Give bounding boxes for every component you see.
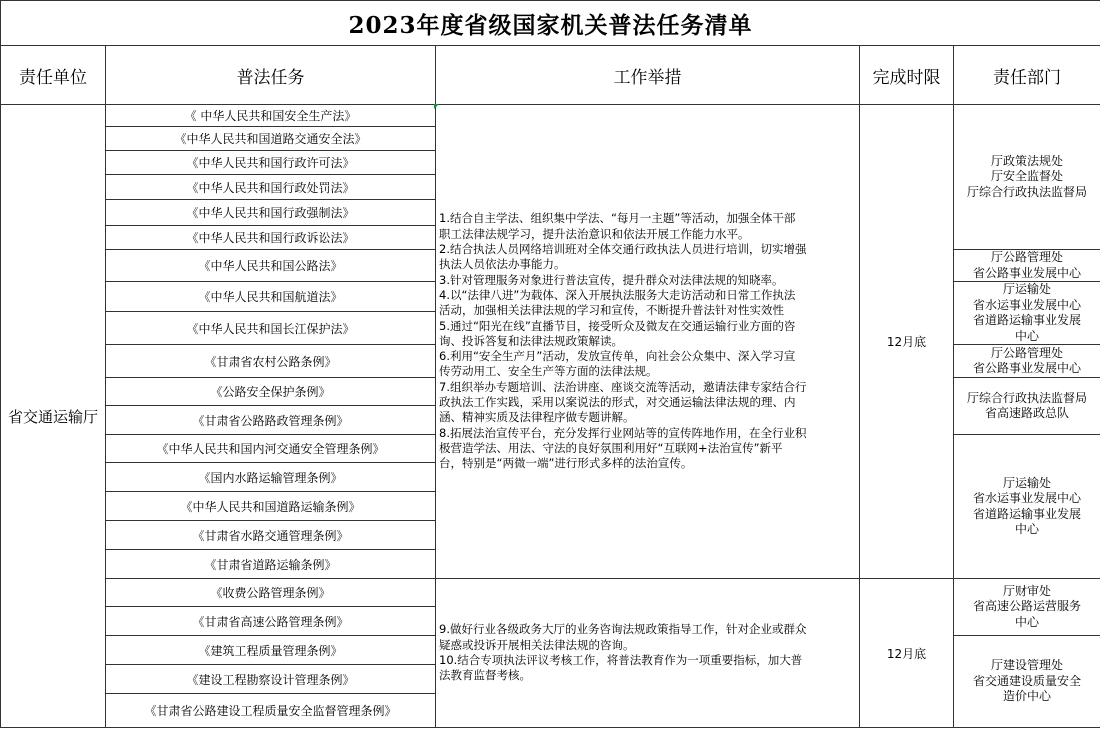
department-cell xyxy=(954,378,1100,435)
task-item: 《 中华人民共和国安全生产法》 xyxy=(106,105,436,127)
measure-line: 询、投诉答复和法律法规政策解读。 xyxy=(439,333,623,348)
department-line: 厅运输处 xyxy=(1003,475,1052,490)
task-item: 《建设工程勘察设计管理条例》 xyxy=(106,665,436,694)
measure-line: 3.针对管理服务对象进行普法宣传，提升群众对法律法规的知晓率。 xyxy=(439,272,784,287)
measure-line: 传劳动用工、安全生产等方面的法律法规。 xyxy=(439,364,658,379)
measure-line: 9.做好行业各级政务大厅的业务咨询法规政策指导工作，针对企业或群众 xyxy=(439,622,807,637)
task-item: 《甘肃省农村公路条例》 xyxy=(106,345,436,378)
department-cell xyxy=(954,250,1100,282)
department-line: 省水运事业发展中心 xyxy=(973,491,1082,505)
department-line: 省高速公路运营服务 xyxy=(973,599,1082,614)
header-row xyxy=(1,46,1100,105)
department-cell xyxy=(954,435,1100,579)
department-line: 厅建设管理处 xyxy=(991,658,1064,673)
measure-line: 8.拓展法治宣传平台，充分发挥行业网站等的宣传阵地作用，在全行业积 xyxy=(439,425,807,440)
task-item: 《中华人民共和国公路法》 xyxy=(106,250,436,282)
department-line: 中心 xyxy=(1015,328,1040,343)
measure-line: 6.利用“安全生产月”活动，发放宣传单，向社会公众集中、深入学习宣 xyxy=(439,349,796,364)
department-line: 中心 xyxy=(1015,614,1040,629)
department-line: 造价中心 xyxy=(1003,689,1052,704)
task-item: 《中华人民共和国行政处罚法》 xyxy=(106,175,436,200)
task-item: 《中华人民共和国内河交通安全管理条例》 xyxy=(106,435,436,463)
department-line: 省交通建设质量安全 xyxy=(973,673,1082,688)
measure-line: 活动，加强相关法律法规的学习和宣传，不断提升普法针对性实效性 xyxy=(439,303,784,318)
header-deadline: 完成时限 xyxy=(860,46,954,105)
task-item: 《中华人民共和国航道法》 xyxy=(106,282,436,312)
measure-line: 5.通过“阳光在线”直播节目，接受听众及微友在交通运输行业方面的咨 xyxy=(439,318,796,333)
measure-line: 4.以“法律八进”为载体、深入开展执法服务大走访活动和日常工作执法 xyxy=(439,287,796,302)
department-line: 厅公路管理处 xyxy=(991,250,1064,264)
measure-line: 政执法工作实践，采用以案说法的形式，对交通运输法律法规的理、内 xyxy=(439,395,796,410)
task-item: 《中华人民共和国道路运输条例》 xyxy=(106,492,436,521)
deadline-cell-2: 12月底 xyxy=(860,579,954,728)
department-cell xyxy=(954,636,1100,728)
task-item: 《甘肃省公路建设工程质量安全监督管理条例》 xyxy=(106,694,436,728)
measure-line: 职工法律法规学习，提升法治意识和依法开展工作能力水平。 xyxy=(439,226,750,241)
measure-line: 执法人员依法办事能力。 xyxy=(439,257,566,272)
measures-block-1 xyxy=(436,105,860,579)
department-line: 厅安全监督处 xyxy=(991,169,1064,184)
department-line: 省高速路政总队 xyxy=(985,406,1070,420)
table-row xyxy=(1,579,1100,607)
deadline-cell-1: 12月底 xyxy=(860,105,954,579)
task-item: 《中华人民共和国行政许可法》 xyxy=(106,151,436,175)
measure-line: 极营造学法、用法、守法的良好氛围利用好“互联网+法治宣传”新平 xyxy=(439,440,783,455)
measure-line: 1.结合自主学法、组织集中学法、“每月一主题”等活动，加强全体干部 xyxy=(439,211,796,226)
department-line: 厅运输处 xyxy=(1003,282,1052,296)
department-line: 厅财审处 xyxy=(1003,583,1052,598)
department-line: 省公路事业发展中心 xyxy=(973,265,1082,280)
task-item: 《国内水路运输管理条例》 xyxy=(106,463,436,492)
measure-line: 法教育监督考核。 xyxy=(439,668,531,683)
task-item: 《中华人民共和国行政强制法》 xyxy=(106,200,436,226)
department-line: 省公路事业发展中心 xyxy=(973,361,1082,375)
task-item: 《中华人民共和国长江保护法》 xyxy=(106,312,436,345)
measure-line: 2.结合执法人员网络培训班对全体交通行政执法人员进行培训，切实增强 xyxy=(439,242,807,257)
measure-line: 10.结合专项执法评议考核工作，将普法教育作为一项重要指标，加大普 xyxy=(439,653,803,667)
task-item: 《甘肃省高速公路管理条例》 xyxy=(106,607,436,636)
department-line: 省道路运输事业发展 xyxy=(973,506,1082,521)
responsible-unit: 省交通运输厅 xyxy=(1,105,106,728)
task-item: 《甘肃省道路运输条例》 xyxy=(106,550,436,579)
header-department: 责任部门 xyxy=(954,46,1100,105)
department-line: 厅综合行政执法监督局 xyxy=(967,390,1088,405)
department-cell xyxy=(954,105,1100,250)
header-measures: 工作举措 xyxy=(436,46,860,105)
task-item: 《中华人民共和国道路交通安全法》 xyxy=(106,127,436,151)
table-row xyxy=(1,105,1100,127)
header-unit: 责任单位 xyxy=(1,46,106,105)
header-task: 普法任务 xyxy=(106,46,436,105)
task-item: 《甘肃省水路交通管理条例》 xyxy=(106,521,436,550)
department-cell xyxy=(954,282,1100,345)
measure-line: 疑惑或投诉开展相关法律法规的咨询。 xyxy=(439,637,635,652)
measure-line: 7.组织举办专题培训、法治讲座、座谈交流等活动，邀请法律专家结合行 xyxy=(439,379,807,394)
department-cell xyxy=(954,579,1100,636)
department-line: 厅政策法规处 xyxy=(991,153,1064,168)
task-item: 《甘肃省公路路政管理条例》 xyxy=(106,406,436,435)
department-line: 省道路运输事业发展 xyxy=(973,313,1082,327)
department-line: 省水运事业发展中心 xyxy=(973,297,1082,312)
task-item: 《公路安全保护条例》 xyxy=(106,378,436,406)
cell-comment-marker xyxy=(434,104,439,109)
measure-line: 涵、精神实质及法律程序做专题讲解。 xyxy=(439,410,635,425)
task-item: 《建筑工程质量管理条例》 xyxy=(106,636,436,665)
task-item: 《收费公路管理条例》 xyxy=(106,579,436,607)
department-line: 厅综合行政执法监督局 xyxy=(967,184,1088,199)
department-line: 中心 xyxy=(1015,522,1040,536)
task-item: 《中华人民共和国行政诉讼法》 xyxy=(106,226,436,250)
measure-line: 台，特别是“两微一端”进行形式多样的法治宣传。 xyxy=(439,456,693,471)
sheet-title: 2023年度省级国家机关普法任务清单 xyxy=(1,1,1100,46)
department-line: 厅公路管理处 xyxy=(991,345,1064,360)
department-cell xyxy=(954,345,1100,378)
measures-block-2 xyxy=(436,579,860,728)
